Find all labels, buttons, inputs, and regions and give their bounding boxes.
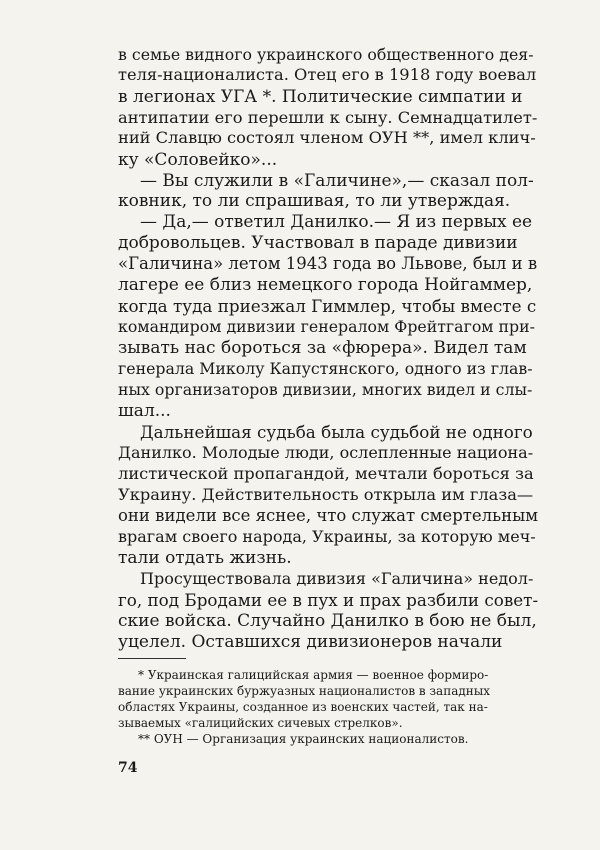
text-line: в семье видного украинского общественного дея- [118, 45, 534, 64]
text-line: ний Славцю состоял членом ОУН **, имел клич- [118, 128, 536, 147]
text-line: ку «Соловейко»... [118, 150, 278, 170]
text-line: — Вы служили в «Галичине»,— сказал пол- [140, 171, 534, 191]
text-line: Данилко. Молодые люди, ослепленные национа- [118, 443, 534, 462]
text-line: врагам своего народа, Украины, за которую меч- [118, 527, 536, 546]
footnote-line: * Украинская галицийская армия — военное формиро- [138, 668, 489, 682]
text-line: они видели все яснее, что служат смертельным [118, 506, 539, 525]
text-line: лагере ее близ немецкого города Нойгаммер, [118, 275, 533, 295]
text-line: тали отдать жизнь. [118, 548, 292, 568]
footnote-line: областях Украины, созданное из военских частей, так на- [118, 700, 488, 714]
text-line: ковник, то ли спрашивая, то ли утверждая. [118, 191, 511, 211]
text-line: командиром дивизии генералом Фрейтгагом при- [118, 317, 535, 336]
text-line: уцелел. Оставшихся дивизионеров начали [118, 632, 503, 652]
text-line: го, под Бродами ее в пух и прах разбили совет- [118, 590, 539, 610]
text-line: ных организаторов дивизии, многих видел и слы- [118, 380, 533, 399]
text-line: Просуществовала дивизия «Галичина» недол- [140, 569, 534, 588]
text-line: «Галичина» летом 1943 года во Львове, был и в [118, 254, 538, 273]
footnote-line: вание украинских буржуазных националистов в западных [118, 684, 491, 698]
text-line: добровольцев. Участвовал в параде дивизии [118, 233, 518, 253]
footnote-line: ** ОУН — Организация украинских националистов. [138, 732, 469, 746]
text-line: Украину. Действительность открыла им глаза— [118, 485, 534, 504]
text-line: шал... [118, 401, 171, 421]
footnote-separator [118, 658, 186, 659]
text-line: зывать нас бороться за «фюрера». Видел там [118, 338, 527, 358]
text-line: антипатии его перешли к сыну. Семнадцатилет- [118, 108, 538, 127]
text-line: в легионах УГА *. Политические симпатии и [118, 87, 523, 107]
text-line: листической пропагандой, мечтали бороться за [118, 464, 534, 483]
footnote-line: зываемых «галицийских сичевых стрелков». [118, 716, 403, 730]
text-line: генерала Миколу Капустянского, одного из глав- [118, 359, 533, 378]
text-line: — Да,— ответил Данилко.— Я из первых ее [140, 212, 533, 232]
text-line: теля-националиста. Отец его в 1918 году воевал [118, 65, 537, 84]
text-line: когда туда приезжал Гиммлер, чтобы вместе с [118, 296, 537, 316]
text-line: ские войска. Случайно Данилко в бою не был, [118, 611, 537, 631]
page-number: 74 [118, 760, 138, 776]
text-line: Дальнейшая судьба была судьбой не одного [140, 422, 533, 442]
